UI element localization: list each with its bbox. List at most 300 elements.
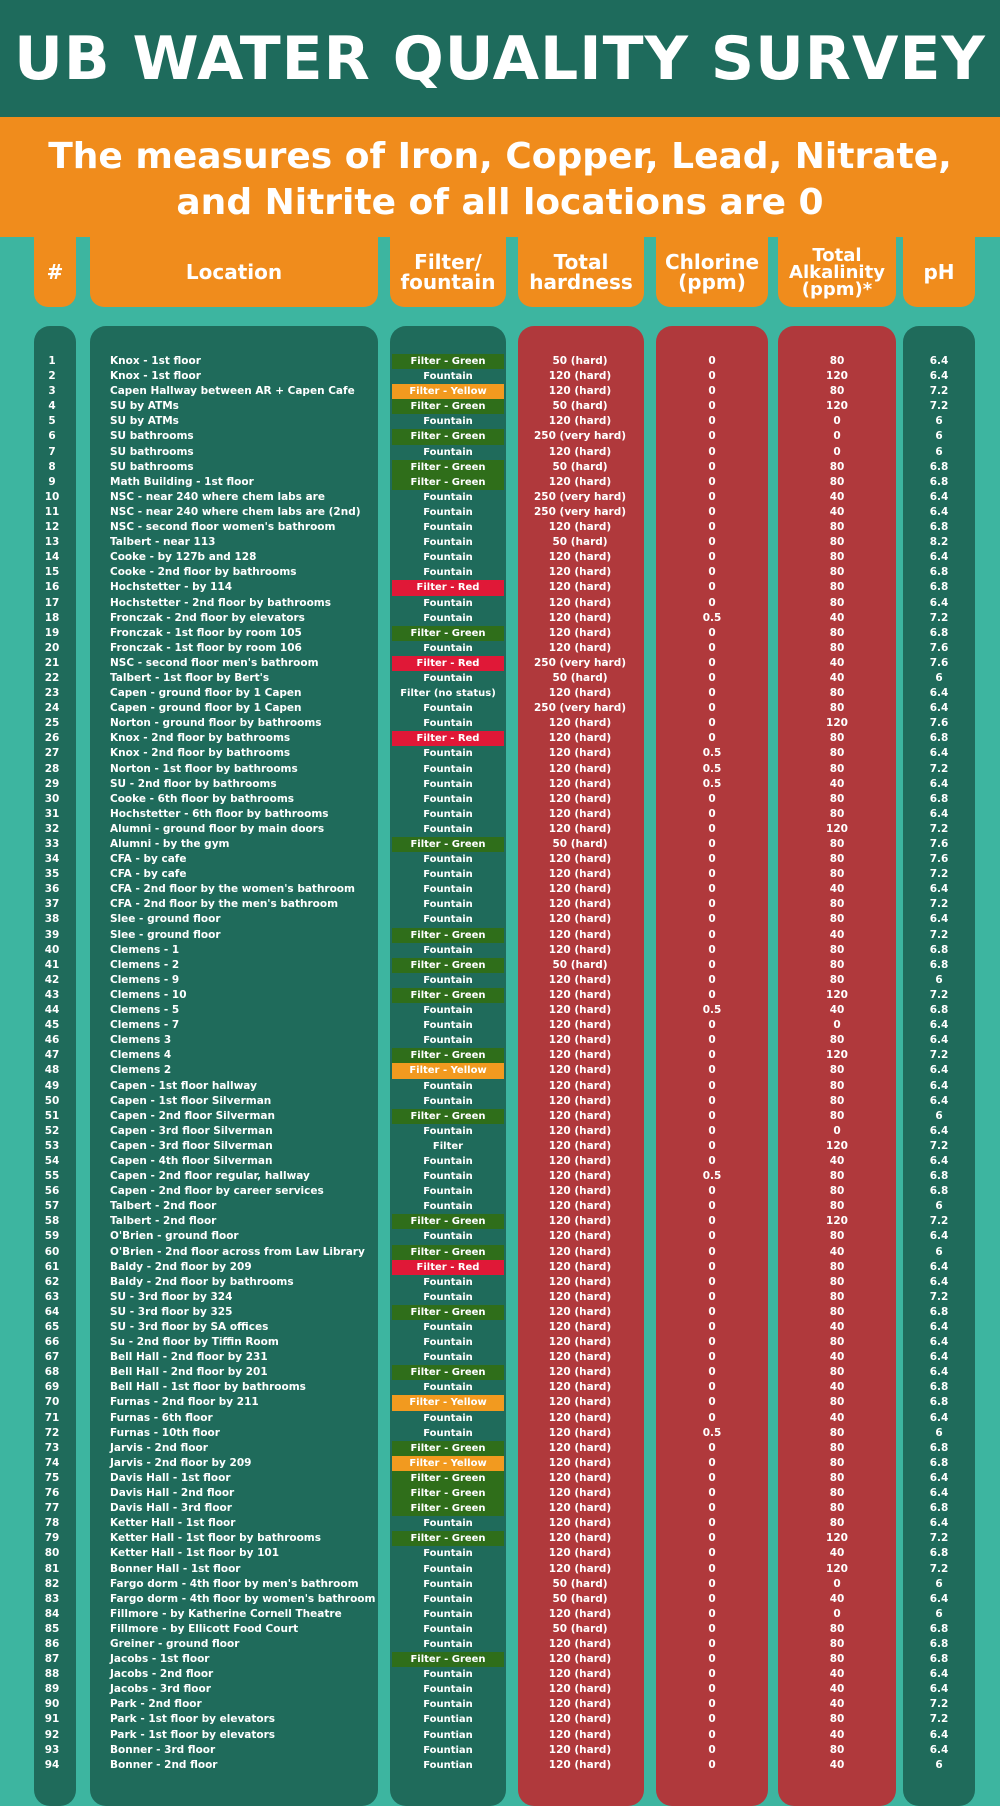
row-total-hardness: 120 (hard) xyxy=(548,370,612,383)
row-location: Capen - 4th floor Silverman xyxy=(110,1154,273,1167)
row-number: 86 xyxy=(44,1637,60,1650)
row-chlorine: 0.5 xyxy=(702,777,722,790)
row-chlorine: 0 xyxy=(708,430,716,443)
row-ph: 6.4 xyxy=(929,747,949,760)
row-location: Cooke - 6th floor by bathrooms xyxy=(110,792,295,805)
table-row xyxy=(0,973,1000,988)
row-location: CFA - 2nd floor by the women's bathroom xyxy=(110,883,355,896)
row-filter-status: Filter - Green xyxy=(392,429,504,444)
row-filter-status: Fountain xyxy=(423,1684,473,1696)
row-number: 85 xyxy=(44,1622,60,1635)
row-alkalinity: 40 xyxy=(829,490,845,503)
row-ph: 6.4 xyxy=(929,883,949,896)
row-alkalinity: 40 xyxy=(829,656,845,669)
row-ph: 6.8 xyxy=(929,1170,949,1183)
row-total-hardness: 120 (hard) xyxy=(548,988,612,1001)
row-number: 7 xyxy=(48,445,56,458)
row-number: 67 xyxy=(44,1351,60,1364)
row-number: 74 xyxy=(44,1456,60,1469)
row-location: Bonner Hall - 1st floor xyxy=(110,1562,241,1575)
row-number: 32 xyxy=(44,822,60,835)
row-chlorine: 0 xyxy=(708,1607,716,1620)
row-filter-status: Fountain xyxy=(423,1125,473,1137)
row-alkalinity: 80 xyxy=(829,521,845,534)
row-chlorine: 0 xyxy=(708,385,716,398)
row-filter-status: Fountain xyxy=(423,1518,473,1530)
table-row xyxy=(0,414,1000,429)
row-chlorine: 0 xyxy=(708,641,716,654)
row-chlorine: 0 xyxy=(708,1275,716,1288)
row-location: Capen - 3rd floor Silverman xyxy=(110,1124,273,1137)
row-ph: 6.8 xyxy=(929,521,949,534)
table-row xyxy=(0,580,1000,595)
row-filter-status: Fountain xyxy=(423,1171,473,1183)
table-row xyxy=(0,762,1000,777)
row-alkalinity: 80 xyxy=(829,1336,845,1349)
row-location: Furnas - 10th floor xyxy=(110,1426,220,1439)
row-alkalinity: 80 xyxy=(829,596,845,609)
row-chlorine: 0 xyxy=(708,1079,716,1092)
row-ph: 6.4 xyxy=(929,355,949,367)
row-ph: 6.4 xyxy=(929,1321,949,1333)
row-alkalinity: 40 xyxy=(829,1668,845,1681)
row-alkalinity: 120 xyxy=(826,1562,848,1575)
row-chlorine: 0 xyxy=(708,596,716,609)
row-chlorine: 0 xyxy=(708,1653,716,1666)
row-filter-status: Fountain xyxy=(423,1035,473,1047)
row-filter-status: Fountain xyxy=(423,612,473,624)
row-total-hardness: 120 (hard) xyxy=(548,1758,612,1771)
row-filter-status: Fountain xyxy=(423,567,473,579)
row-alkalinity: 80 xyxy=(829,762,845,775)
row-total-hardness: 120 (hard) xyxy=(548,717,612,730)
row-total-hardness: 120 (hard) xyxy=(548,581,612,594)
table-row xyxy=(0,1275,1000,1290)
row-number: 21 xyxy=(44,656,60,669)
row-alkalinity: 40 xyxy=(829,1547,845,1560)
row-chlorine: 0.5 xyxy=(702,611,722,624)
row-number: 75 xyxy=(44,1471,60,1484)
row-ph: 6.4 xyxy=(929,1592,949,1605)
row-total-hardness: 120 (hard) xyxy=(548,1743,612,1756)
table-row xyxy=(0,1169,1000,1184)
row-alkalinity: 80 xyxy=(829,958,845,971)
row-total-hardness: 120 (hard) xyxy=(548,415,612,428)
row-ph: 6.8 xyxy=(929,1622,949,1635)
row-chlorine: 0 xyxy=(708,490,716,503)
row-alkalinity: 80 xyxy=(829,1487,845,1500)
row-location: Clemens 3 xyxy=(110,1034,172,1047)
row-chlorine: 0 xyxy=(708,853,716,866)
row-ph: 6.4 xyxy=(929,913,949,926)
row-chlorine: 0 xyxy=(708,1094,716,1107)
table-row xyxy=(0,686,1000,701)
row-ph: 6.8 xyxy=(929,958,949,971)
table-row xyxy=(0,626,1000,641)
row-filter-status: Filter - Green xyxy=(392,928,504,943)
row-alkalinity: 80 xyxy=(829,1471,845,1484)
table-row xyxy=(0,1562,1000,1577)
row-total-hardness: 120 (hard) xyxy=(548,913,612,926)
table-row xyxy=(0,475,1000,490)
row-chlorine: 0 xyxy=(708,1305,716,1318)
row-number: 31 xyxy=(44,807,60,820)
row-chlorine: 0 xyxy=(708,1245,716,1258)
row-filter-status: Fountain xyxy=(423,1186,473,1198)
row-chlorine: 0 xyxy=(708,400,716,413)
row-chlorine: 0 xyxy=(708,1381,716,1394)
table-row xyxy=(0,1335,1000,1350)
header-location-label: Location xyxy=(185,260,283,284)
row-alkalinity: 80 xyxy=(829,1305,845,1318)
row-alkalinity: 80 xyxy=(829,1396,845,1409)
row-chlorine: 0 xyxy=(708,792,716,805)
row-location: Bonner - 3rd floor xyxy=(110,1743,216,1756)
row-total-hardness: 250 (very hard) xyxy=(533,505,627,518)
row-number: 73 xyxy=(44,1441,60,1454)
row-ph: 7.2 xyxy=(929,1713,949,1726)
table-row xyxy=(0,867,1000,882)
row-chlorine: 0 xyxy=(708,1260,716,1273)
row-total-hardness: 120 (hard) xyxy=(548,641,612,654)
row-number: 17 xyxy=(44,596,60,609)
row-alkalinity: 80 xyxy=(829,1200,845,1213)
row-filter-status: Fountain xyxy=(423,778,473,790)
row-ph: 6.8 xyxy=(929,1381,949,1394)
row-filter-status: Fountain xyxy=(423,1669,473,1681)
header-hardness-line-2: hardness xyxy=(529,270,633,294)
row-number: 13 xyxy=(44,536,60,549)
row-filter-status: Filter - Green xyxy=(392,958,504,973)
row-number: 72 xyxy=(44,1426,60,1439)
row-alkalinity: 80 xyxy=(829,1426,845,1439)
row-filter-status: Filter - Green xyxy=(392,988,504,1003)
row-number: 61 xyxy=(44,1260,60,1273)
row-number: 44 xyxy=(44,1004,60,1017)
row-ph: 7.2 xyxy=(929,1562,949,1575)
row-location: Slee - ground floor xyxy=(110,913,221,926)
row-ph: 6 xyxy=(935,430,943,443)
row-number: 37 xyxy=(44,898,60,911)
row-location: Fronczak - 2nd floor by elevators xyxy=(110,611,305,624)
row-location: SU bathrooms xyxy=(110,460,194,473)
row-ph: 6.8 xyxy=(929,1441,949,1454)
page-title: UB WATER QUALITY SURVEY xyxy=(14,24,986,94)
row-chlorine: 0 xyxy=(708,1743,716,1756)
row-filter-status: Fountain xyxy=(423,763,473,775)
row-filter-status: Filter - Green xyxy=(392,1441,504,1456)
header-chlorine-line-1: Chlorine xyxy=(664,250,760,274)
row-chlorine: 0 xyxy=(708,1411,716,1424)
row-number: 47 xyxy=(44,1049,60,1062)
table-row xyxy=(0,1411,1000,1426)
row-number: 23 xyxy=(44,687,60,700)
row-ph: 6.4 xyxy=(929,1336,949,1349)
row-alkalinity: 80 xyxy=(829,687,845,700)
row-ph: 6.4 xyxy=(929,1668,949,1681)
row-total-hardness: 120 (hard) xyxy=(548,1366,612,1379)
row-ph: 6.4 xyxy=(929,1275,949,1288)
row-location: Knox - 1st floor xyxy=(110,370,201,383)
row-number: 5 xyxy=(48,415,56,428)
row-ph: 7.2 xyxy=(929,611,949,624)
row-alkalinity: 0 xyxy=(833,445,841,458)
row-location: Fargo dorm - 4th floor by women's bathroom xyxy=(110,1592,376,1605)
row-ph: 7.6 xyxy=(929,717,949,730)
row-alkalinity: 80 xyxy=(829,1260,845,1273)
row-chlorine: 0 xyxy=(708,973,716,986)
row-number: 39 xyxy=(44,928,60,941)
table-row xyxy=(0,1003,1000,1018)
row-ph: 6 xyxy=(935,415,943,428)
row-filter-status: Filter - Green xyxy=(392,1305,504,1320)
row-ph: 6.4 xyxy=(929,1154,949,1167)
row-alkalinity: 0 xyxy=(833,415,841,428)
row-ph: 6.4 xyxy=(929,1517,949,1530)
row-alkalinity: 120 xyxy=(826,988,848,1001)
row-total-hardness: 120 (hard) xyxy=(548,1487,612,1500)
row-filter-status: Fountain xyxy=(423,506,473,518)
row-alkalinity: 120 xyxy=(826,370,848,383)
table-row xyxy=(0,1018,1000,1033)
row-number: 9 xyxy=(48,475,56,488)
row-alkalinity: 120 xyxy=(826,717,848,730)
row-alkalinity: 80 xyxy=(829,1502,845,1515)
row-alkalinity: 80 xyxy=(829,1622,845,1635)
row-location: Bonner - 2nd floor xyxy=(110,1758,218,1771)
row-number: 52 xyxy=(44,1124,60,1137)
row-number: 35 xyxy=(44,868,60,881)
row-filter-status: Fountain xyxy=(423,914,473,926)
header-filter-line-2: fountain xyxy=(400,270,496,294)
header-ph xyxy=(903,237,975,307)
row-chlorine: 0 xyxy=(708,1215,716,1228)
row-number: 46 xyxy=(44,1034,60,1047)
table-row xyxy=(0,535,1000,550)
row-alkalinity: 80 xyxy=(829,1637,845,1650)
row-chlorine: 0 xyxy=(708,1517,716,1530)
table-row xyxy=(0,852,1000,867)
row-location: Capen - ground floor by 1 Capen xyxy=(110,702,302,715)
row-chlorine: 0 xyxy=(708,1441,716,1454)
row-total-hardness: 120 (hard) xyxy=(548,626,612,639)
row-ph: 6.4 xyxy=(929,1351,949,1364)
row-location: Hochstetter - by 114 xyxy=(110,581,233,594)
row-alkalinity: 80 xyxy=(829,1713,845,1726)
row-alkalinity: 80 xyxy=(829,385,845,398)
table-row xyxy=(0,882,1000,897)
row-filter-status: Fountain xyxy=(423,642,473,654)
row-total-hardness: 250 (very hard) xyxy=(533,430,627,443)
row-alkalinity: 80 xyxy=(829,943,845,956)
table-row xyxy=(0,369,1000,384)
table-row xyxy=(0,1109,1000,1124)
header-ph-label: pH xyxy=(923,260,955,284)
row-total-hardness: 120 (hard) xyxy=(548,1139,612,1152)
row-ph: 7.2 xyxy=(929,385,949,398)
table-row xyxy=(0,1471,1000,1486)
row-ph: 6 xyxy=(935,1200,943,1213)
row-total-hardness: 50 (hard) xyxy=(552,838,608,850)
row-ph: 6.4 xyxy=(929,1064,949,1077)
row-alkalinity: 80 xyxy=(829,1456,845,1469)
row-number: 24 xyxy=(44,702,60,715)
row-number: 57 xyxy=(44,1200,60,1213)
row-location: Norton - ground floor by bathrooms xyxy=(110,717,322,730)
row-chlorine: 0 xyxy=(708,656,716,669)
table-row xyxy=(0,1652,1000,1667)
row-filter-status: Fountain xyxy=(423,869,473,881)
row-filter-status: Fountain xyxy=(423,1608,473,1620)
table-row xyxy=(0,596,1000,611)
row-number: 55 xyxy=(44,1170,60,1183)
row-filter-status: Fountain xyxy=(423,446,473,458)
row-chlorine: 0 xyxy=(708,1290,716,1303)
row-total-hardness: 120 (hard) xyxy=(548,475,612,488)
row-total-hardness: 120 (hard) xyxy=(548,1170,612,1183)
row-number: 28 xyxy=(44,762,60,775)
row-total-hardness: 120 (hard) xyxy=(548,1411,612,1424)
row-filter-status: Fountain xyxy=(423,793,473,805)
row-number: 87 xyxy=(44,1653,60,1666)
row-total-hardness: 120 (hard) xyxy=(548,1185,612,1198)
row-total-hardness: 120 (hard) xyxy=(548,1637,612,1650)
row-total-hardness: 120 (hard) xyxy=(548,1728,612,1741)
row-total-hardness: 120 (hard) xyxy=(548,868,612,881)
row-ph: 7.2 xyxy=(929,1532,949,1545)
row-alkalinity: 40 xyxy=(829,777,845,790)
row-filter-status: Filter - Green xyxy=(392,1048,504,1063)
row-location: Hochstetter - 6th floor by bathrooms xyxy=(110,807,329,820)
row-alkalinity: 0 xyxy=(833,1607,841,1620)
row-total-hardness: 50 (hard) xyxy=(552,958,608,971)
table-row xyxy=(0,1350,1000,1365)
row-alkalinity: 80 xyxy=(829,1185,845,1198)
row-ph: 6.8 xyxy=(929,475,949,488)
row-total-hardness: 120 (hard) xyxy=(548,1441,612,1454)
row-location: CFA - by cafe xyxy=(110,853,187,866)
row-chlorine: 0 xyxy=(708,1683,716,1696)
row-ph: 6.8 xyxy=(929,1637,949,1650)
row-number: 15 xyxy=(44,566,60,579)
row-filter-status: Filter - Green xyxy=(392,1365,504,1380)
table-row xyxy=(0,505,1000,520)
row-filter-status: Filter - Green xyxy=(392,1471,504,1486)
row-total-hardness: 120 (hard) xyxy=(548,596,612,609)
table-row xyxy=(0,701,1000,716)
row-total-hardness: 50 (hard) xyxy=(552,1592,608,1605)
row-chlorine: 0 xyxy=(708,1758,716,1771)
row-total-hardness: 250 (very hard) xyxy=(533,702,627,715)
row-chlorine: 0 xyxy=(708,1471,716,1484)
row-chlorine: 0.5 xyxy=(702,1170,722,1183)
row-chlorine: 0 xyxy=(708,958,716,971)
header-hardness-line-1: Total xyxy=(553,250,609,274)
row-number: 16 xyxy=(44,581,60,594)
row-total-hardness: 120 (hard) xyxy=(548,1154,612,1167)
row-alkalinity: 80 xyxy=(829,581,845,594)
row-filter-status: Filter - Green xyxy=(392,1652,504,1667)
table-row xyxy=(0,807,1000,822)
row-total-hardness: 120 (hard) xyxy=(548,1094,612,1107)
row-filter-status: Fountain xyxy=(423,597,473,609)
row-filter-status: Fountain xyxy=(423,1095,473,1107)
row-alkalinity: 40 xyxy=(829,883,845,896)
row-location: Fronczak - 1st floor by room 105 xyxy=(110,626,302,639)
row-filter-status: Fountain xyxy=(423,899,473,911)
row-total-hardness: 120 (hard) xyxy=(548,1064,612,1077)
row-total-hardness: 120 (hard) xyxy=(548,1019,612,1032)
row-filter-status: Filter - Green xyxy=(392,399,504,414)
row-chlorine: 0 xyxy=(708,822,716,835)
row-alkalinity: 0 xyxy=(833,1019,841,1032)
row-ph: 6.4 xyxy=(929,1079,949,1092)
row-chlorine: 0 xyxy=(708,1366,716,1379)
table-row xyxy=(0,1139,1000,1154)
row-total-hardness: 120 (hard) xyxy=(548,1698,612,1711)
row-number: 65 xyxy=(44,1321,60,1333)
row-filter-status: Filter - Green xyxy=(392,1486,504,1501)
row-alkalinity: 80 xyxy=(829,1064,845,1077)
row-total-hardness: 50 (hard) xyxy=(552,400,608,413)
row-alkalinity: 80 xyxy=(829,1109,845,1122)
row-number: 69 xyxy=(44,1381,60,1394)
row-total-hardness: 120 (hard) xyxy=(548,792,612,805)
row-ph: 6.4 xyxy=(929,777,949,790)
row-total-hardness: 120 (hard) xyxy=(548,1215,612,1228)
row-number: 62 xyxy=(44,1275,60,1288)
row-number: 68 xyxy=(44,1366,60,1379)
row-chlorine: 0 xyxy=(708,807,716,820)
row-number: 20 xyxy=(44,641,60,654)
row-ph: 7.6 xyxy=(929,641,949,654)
table-row xyxy=(0,1063,1000,1078)
table-row xyxy=(0,777,1000,792)
row-ph: 6 xyxy=(935,1109,943,1122)
row-alkalinity: 40 xyxy=(829,1381,845,1394)
row-alkalinity: 40 xyxy=(829,1245,845,1258)
row-ph: 6.8 xyxy=(929,943,949,956)
row-location: Fargo dorm - 4th floor by men's bathroom xyxy=(110,1577,359,1590)
row-number: 36 xyxy=(44,883,60,896)
row-total-hardness: 120 (hard) xyxy=(548,1321,612,1333)
row-ph: 6.4 xyxy=(929,1471,949,1484)
table-row xyxy=(0,1682,1000,1697)
row-chlorine: 0 xyxy=(708,1200,716,1213)
row-location: SU - 3rd floor by SA offices xyxy=(110,1321,269,1333)
row-ph: 6 xyxy=(935,1577,943,1590)
row-filter-status: Fountain xyxy=(423,1080,473,1092)
table-row xyxy=(0,1758,1000,1773)
row-ph: 6.4 xyxy=(929,505,949,518)
row-ph: 8.2 xyxy=(929,536,949,549)
row-chlorine: 0 xyxy=(708,732,716,745)
row-location: Clemens - 7 xyxy=(110,1019,180,1032)
row-filter-status: Fountain xyxy=(423,1276,473,1288)
row-total-hardness: 120 (hard) xyxy=(548,566,612,579)
row-alkalinity: 0 xyxy=(833,1124,841,1137)
row-location: NSC - near 240 where chem labs are (2nd) xyxy=(110,505,361,518)
row-alkalinity: 40 xyxy=(829,928,845,941)
table-row xyxy=(0,429,1000,444)
row-total-hardness: 120 (hard) xyxy=(548,1607,612,1620)
table-row xyxy=(0,1395,1000,1410)
row-alkalinity: 40 xyxy=(829,671,845,684)
row-total-hardness: 120 (hard) xyxy=(548,1683,612,1696)
row-chlorine: 0 xyxy=(708,566,716,579)
row-chlorine: 0 xyxy=(708,1562,716,1575)
row-location: Capen - 3rd floor Silverman xyxy=(110,1139,273,1152)
